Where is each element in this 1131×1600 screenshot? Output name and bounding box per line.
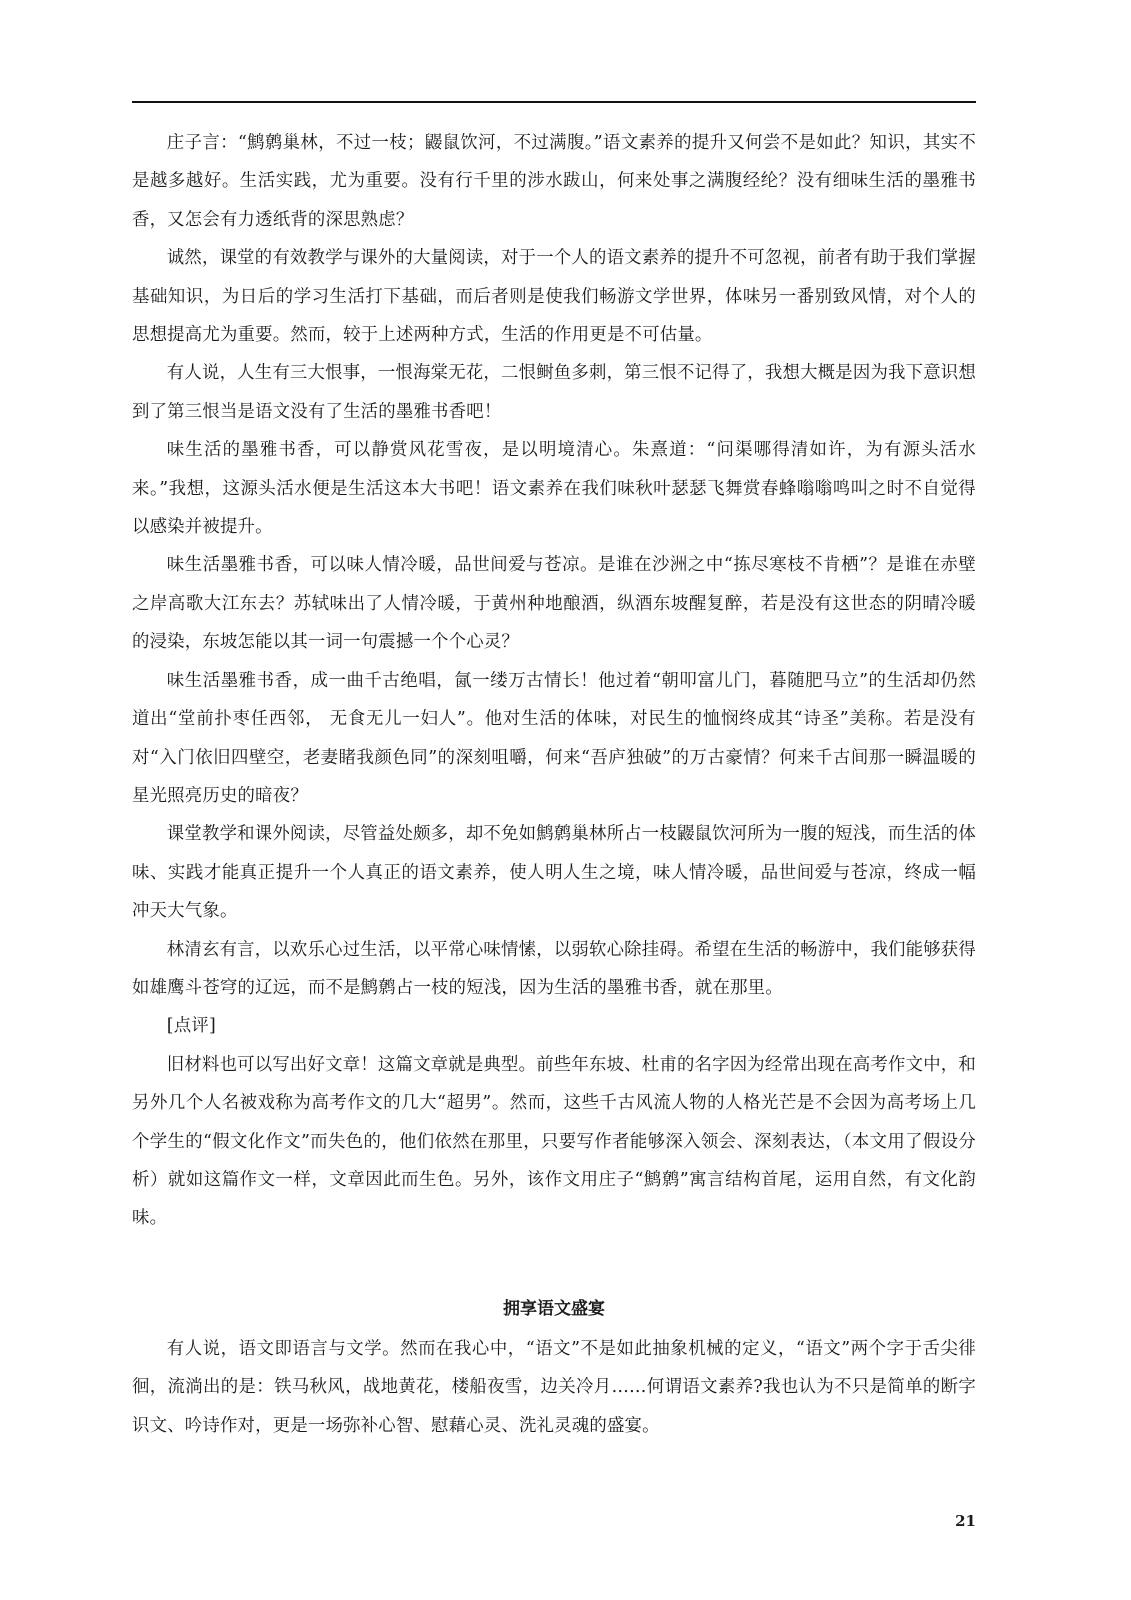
header-rule <box>132 101 976 103</box>
page-number: 21 <box>955 1512 976 1530</box>
page-content <box>132 124 976 1445</box>
paragraph: 味生活墨雅书香，成一曲千古绝唱，氤一缕万古情长！他过着“朝叩富儿门，暮随肥马立”的生活却仍然道出“堂前扑枣任西邻， 无食无儿一妇人”。他对生活的体味，对民生的恤悯终成其“诗圣”美称。若是没有对“入门依旧四壁空，老妻睹我颜色同”的深刻咀嚼，何来“吾庐独破”的万古豪情？何来千古间那一瞬温暖的星光照亮历史的暗夜？ <box>132 670 976 806</box>
comment-paragraph: 旧材料也可以写出好文章！这篇文章就是典型。前些年东坡、杜甫的名字因为经常出现在高考作文中，和另外几个人名被戏称为高考作文的几大“超男”。然而，这些千古风流人物的人格光芒是不会因为高考场上几个学生的“假文化作文”而失色的，他们依然在那里，只要写作者能够深入领会、深刻表达，（本文用了假设分析）就如这篇作文一样，文章因此而生色。另外，该作文用庄子“鹪鹩”寓言结构首尾，运用自然，有文化韵味。 <box>132 1054 976 1229</box>
paragraph: 庄子言：“鹪鹩巢林，不过一枝；鼹鼠饮河，不过满腹。”语文素养的提升又何尝不是如此？知识，其实不是越多越好。生活实践，尤为重要。没有行千里的涉水跋山，何来处事之满腹经纶？没有细味生活的墨雅书香，又怎会有力透纸背的深思熟虑？ <box>132 133 976 230</box>
comment-label: [点评] <box>166 1016 216 1037</box>
paragraph: 有人说，人生有三大恨事，一恨海棠无花，二恨鲥鱼多刺，第三恨不记得了，我想大概是因为我下意识想到了第三恨当是语文没有了生活的墨雅书香吧！ <box>132 363 976 422</box>
paragraph: 课堂教学和课外阅读，尽管益处颇多，却不免如鹪鹩巢林所占一枝鼹鼠饮河所为一腹的短浅，而生活的体味、实践才能真正提升一个人真正的语文素养，使人明人生之境，味人情冷暖，品世间爱与苍凉，终成一幅冲天大气象。 <box>132 824 976 922</box>
paragraph: 有人说，语文即语言与文学。然而在我心中，“语文”不是如此抽象机械的定义，“语文”两个字于舌尖徘徊，流淌出的是：铁马秋风，战地黄花，楼船夜雪，边关冷月……何谓语文素养?我也认为不只是简单的断字识文、吟诗作对，更是一场弥补心智、慰藉心灵、洗礼灵魂的盛宴。 <box>132 1338 976 1436</box>
paragraph: 味生活的墨雅书香，可以静赏风花雪夜，是以明境清心。朱熹道：“问渠哪得清如许，为有源头活水来。”我想，这源头活水便是生活这本大书吧！语文素养在我们味秋叶瑟瑟飞舞赏春蜂嗡嗡鸣叫之时不自觉得以感染并被提升。 <box>132 440 976 538</box>
paragraph: 林清玄有言，以欢乐心过生活，以平常心味情愫，以弱软心除挂碍。希望在生活的畅游中，我们能够获得如雄鹰斗苍穹的辽远，而不是鹪鹩占一枝的短浅，因为生活的墨雅书香，就在那里。 <box>132 939 976 998</box>
paragraph: 味生活墨雅书香，可以味人情冷暖，品世间爱与苍凉。是谁在沙洲之中“拣尽寒枝不肯栖”？是谁在赤壁之岸高歌大江东去？苏轼味出了人情冷暖，于黄州种地酿酒，纵酒东坡醒复醉，若是没有这世态的阴晴冷暖的浸染，东坡怎能以其一词一句震撼一个个心灵？ <box>132 555 976 653</box>
paragraph: 诚然，课堂的有效教学与课外的大量阅读，对于一个人的语文素养的提升不可忽视，前者有助于我们掌握基础知识，为日后的学习生活打下基础，而后者则是使我们畅游文学世界，体味另一番别致风情，对个人的思想提高尤为重要。然而，较于上述两种方式，生活的作用更是不可估量。 <box>132 248 976 346</box>
article-title: 拥享语文盛宴 <box>503 1298 605 1319</box>
